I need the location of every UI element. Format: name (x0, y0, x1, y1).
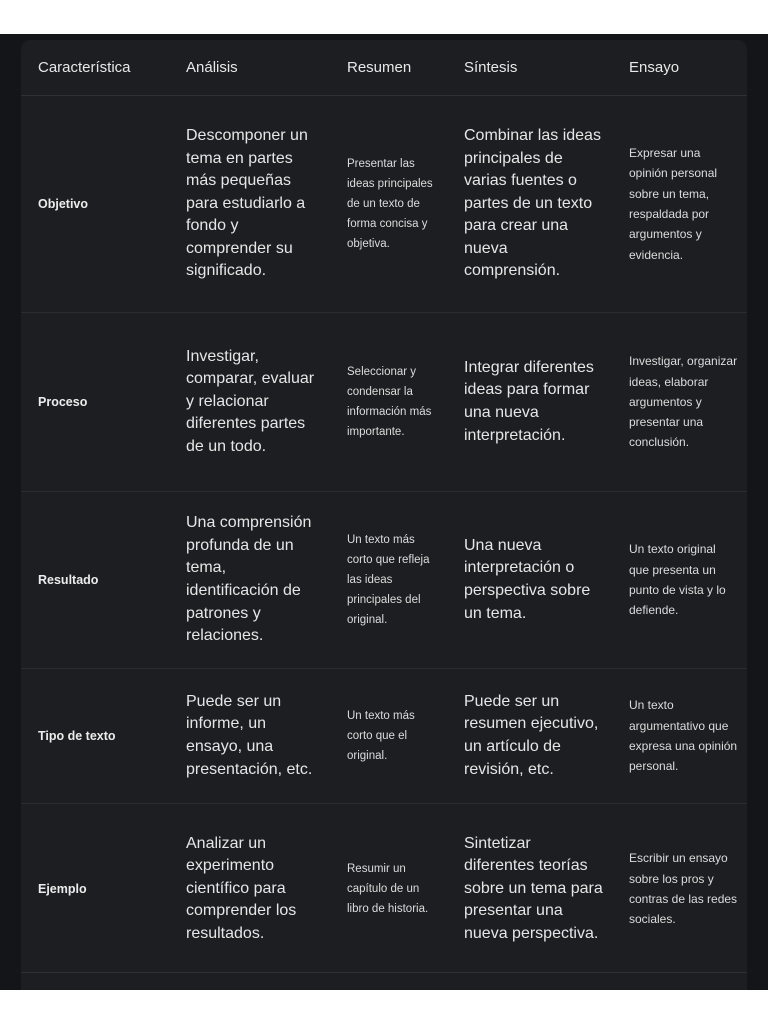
row-label: Proceso (21, 313, 169, 492)
cell-resumen: Un texto más corto que el original. (330, 669, 447, 804)
row-label: Resultado (21, 492, 169, 669)
cell-ensayo: Un texto argumentativo que expresa una opinión personal. (612, 669, 747, 804)
header-ensayo: Ensayo (612, 40, 747, 96)
cell-sintesis: Integrar diferentes ideas para formar una nueva interpretación. (447, 313, 612, 492)
cell-sintesis: Combinar las ideas principales de varias fuentes o partes de un texto para crear una nueva comprensión. (447, 96, 612, 313)
cell-sintesis: Una nueva interpretación o perspectiva sobre un tema. (447, 492, 612, 669)
cell-ensayo: Un texto original que presenta un punto de vista y lo defiende. (612, 492, 747, 669)
comparison-table (21, 40, 747, 972)
top-margin (0, 0, 768, 34)
cell-resumen: Presentar las ideas principales de un texto de forma concisa y objetiva. (330, 96, 447, 313)
row-label: Objetivo (21, 96, 169, 313)
cell-analisis: Descomponer un tema en partes más pequeñas para estudiarlo a fondo y comprender su significado. (169, 96, 330, 313)
bottom-margin (0, 990, 768, 1024)
cell-resumen: Seleccionar y condensar la información más importante. (330, 313, 447, 492)
cell-sintesis: Puede ser un resumen ejecutivo, un artículo de revisión, etc. (447, 669, 612, 804)
header-analisis: Análisis (169, 40, 330, 96)
cell-sintesis: Sintetizar diferentes teorías sobre un tema para presentar una nueva perspectiva. (464, 834, 603, 942)
row-label: Ejemplo (38, 882, 87, 896)
cell-resumen: Un texto más corto que refleja las ideas principales del original. (330, 492, 447, 669)
table-header-row (21, 40, 747, 96)
cell-analisis: Una comprensión profunda de un tema, identificación de patrones y relaciones. (169, 492, 330, 669)
table-row (21, 669, 747, 804)
cell-ensayo: Escribir un ensayo sobre los pros y contras de las redes sociales. (629, 851, 738, 927)
cell-ensayo: Expresar una opinión personal sobre un tema, respaldada por argumentos y evidencia. (612, 96, 747, 313)
cell-resumen: Resumir un capítulo de un libro de historia. (347, 863, 429, 915)
cell-analisis: Analizar un experimento científico para comprender los resultados. (186, 834, 297, 942)
row-label: Tipo de texto (21, 669, 169, 804)
header-sintesis: Síntesis (447, 40, 612, 96)
table-row (21, 492, 747, 669)
header-caracteristica: Característica (21, 40, 169, 96)
table-row (21, 96, 747, 313)
cell-analisis: Investigar, comparar, evaluar y relacionar diferentes partes de un todo. (169, 313, 330, 492)
table-row (21, 804, 747, 973)
cell-analisis: Puede ser un informe, un ensayo, una presentación, etc. (169, 669, 330, 804)
cell-ensayo: Investigar, organizar ideas, elaborar argumentos y presentar una conclusión. (612, 313, 747, 492)
table-row (21, 313, 747, 492)
header-resumen: Resumen (330, 40, 447, 96)
table-footer-bar (21, 972, 747, 991)
comparison-table-card (21, 40, 747, 972)
